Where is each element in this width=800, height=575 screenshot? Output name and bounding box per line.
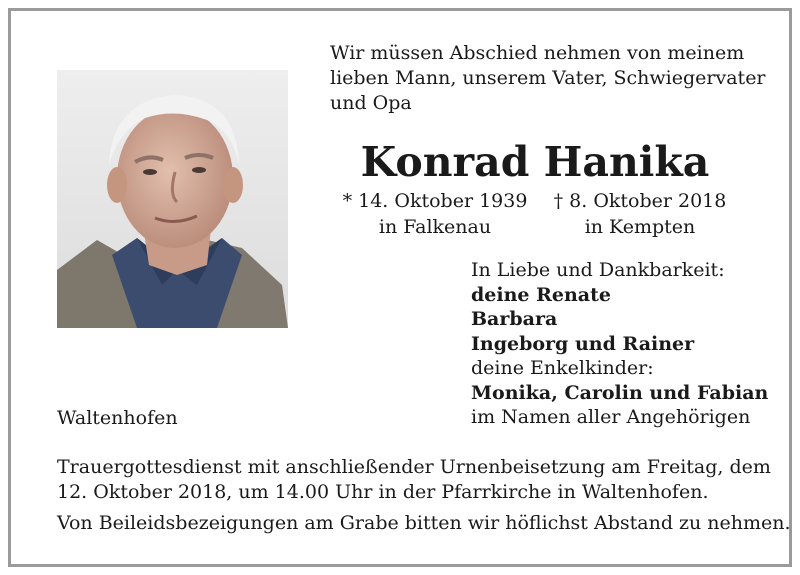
service-line-1: Trauergottesdienst mit anschließender Urnenbeisetzung am Freitag, dem [57, 456, 771, 478]
grandchildren-names: Monika, Carolin und Fabian [471, 381, 769, 404]
birth-info [335, 188, 535, 240]
death-place: in Kempten [584, 216, 696, 238]
condolence-note: Von Beileidsbezeigungen am Grabe bitten wir höflichst Abstand zu nehmen. [57, 512, 791, 534]
opening-line-3: und Opa [330, 92, 412, 114]
birth-date: * 14. Oktober 1939 [342, 190, 528, 212]
death-date: † 8. Oktober 2018 [553, 190, 727, 212]
opening-text [330, 41, 770, 116]
place-name: Waltenhofen [57, 407, 178, 429]
service-line-2: 12. Oktober 2018, um 14.00 Uhr in der Pfarrkirche in Waltenhofen. [57, 481, 709, 503]
mourner-name: Barbara [471, 308, 558, 330]
mourners-closing: im Namen aller Angehörigen [471, 406, 751, 428]
mourner-name: Ingeborg und Rainer [471, 332, 695, 355]
opening-line-2: lieben Mann, unserem Vater, Schwiegervater [330, 67, 766, 89]
deceased-name: Konrad Hanika [360, 138, 710, 186]
portrait-photo [57, 70, 288, 328]
mourners-list [471, 258, 771, 430]
mourners-intro: In Liebe und Dankbarkeit: [471, 259, 725, 281]
service-info [57, 455, 771, 505]
grandchildren-label: deine Enkelkinder: [471, 357, 654, 379]
birth-place: in Falkenau [378, 216, 492, 238]
mourner-name: deine Renate [471, 283, 611, 306]
opening-line-1: Wir müssen Abschied nehmen von meinem [330, 42, 745, 64]
death-info [540, 188, 740, 240]
